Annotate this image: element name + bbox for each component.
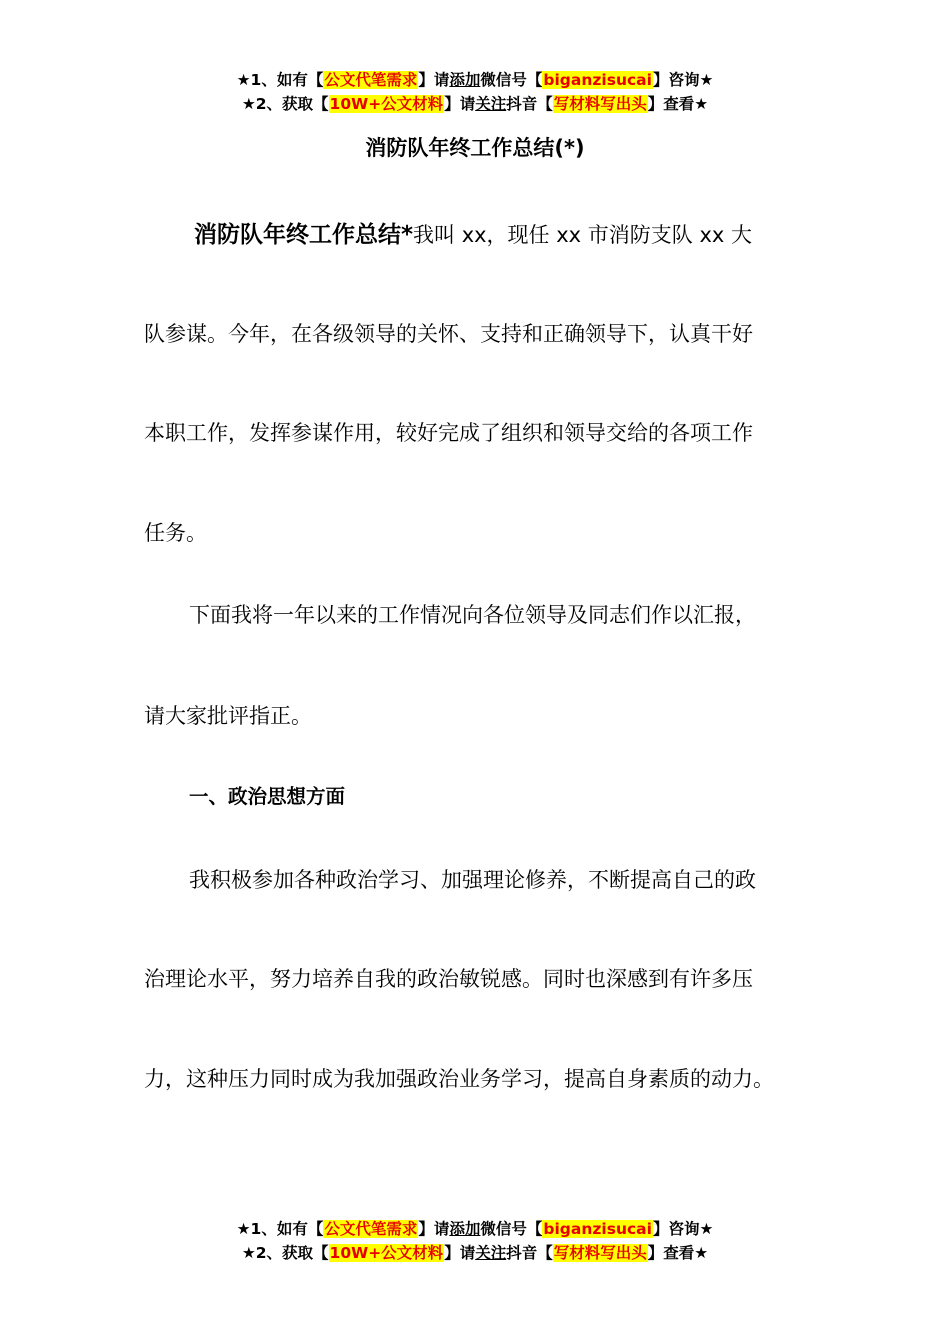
banner-text: 】请 [418, 1220, 450, 1238]
paragraph-line: 力，这种压力同时成为我加强政治业务学习，提高自身素质的动力。 [144, 1067, 774, 1091]
banner-text: 微信号【 [480, 71, 543, 89]
banner-text: 】查看★ [647, 1244, 709, 1262]
banner-text: 】咨询★ [652, 1220, 714, 1238]
banner-text: ★2、获取【 [241, 95, 329, 113]
banner-underlined: 关注 [475, 95, 507, 113]
banner-text: 微信号【 [480, 1220, 543, 1238]
banner-highlight: biganzisucai [543, 71, 652, 89]
paragraph-line: 我积极参加各种政治学习、加强理论修养，不断提高自己的政 [189, 868, 756, 892]
paragraph-text: 我叫 xx，现任 xx 市消防支队 xx 大 [413, 223, 752, 247]
banner-highlight: biganzisucai [543, 1220, 652, 1238]
banner-text: ★1、如有【 [236, 1220, 324, 1238]
banner-line-1 [0, 1217, 950, 1241]
footer-banner [0, 1217, 950, 1265]
banner-highlight: 公文代笔需求 [324, 1220, 418, 1238]
paragraph-line: 本职工作，发挥参谋作用，较好完成了组织和领导交给的各项工作 [144, 421, 753, 445]
paragraph-line: 任务。 [144, 521, 207, 545]
paragraph-line: 治理论水平，努力培养自我的政治敏锐感。同时也深感到有许多压 [144, 967, 753, 991]
banner-text: 抖音【 [506, 95, 553, 113]
banner-highlight: 写材料写出头 [553, 1244, 647, 1262]
banner-text: ★1、如有【 [236, 71, 324, 89]
paragraph-line: 队参谋。今年，在各级领导的关怀、支持和正确领导下，认真干好 [144, 322, 753, 346]
banner-text: 】请 [444, 1244, 476, 1262]
banner-underlined: 关注 [475, 1244, 507, 1262]
paragraph-line: 下面我将一年以来的工作情况向各位领导及同志们作以汇报， [189, 603, 756, 627]
banner-highlight: 写材料写出头 [553, 95, 647, 113]
banner-highlight: 公文代笔需求 [324, 71, 418, 89]
banner-text: 】请 [418, 71, 450, 89]
paragraph-line [194, 220, 874, 250]
banner-line-2 [0, 1241, 950, 1265]
document-title: 消防队年终工作总结(*) [365, 136, 585, 160]
banner-underlined: 添加 [449, 71, 481, 89]
banner-underlined: 添加 [449, 1220, 481, 1238]
banner-line-2 [0, 92, 950, 116]
banner-text: 】请 [444, 95, 476, 113]
lead-bold-text: 消防队年终工作总结* [194, 222, 414, 248]
banner-text: 抖音【 [506, 1244, 553, 1262]
banner-highlight: 10W+公文材料 [329, 95, 444, 113]
banner-text: 】查看★ [647, 95, 709, 113]
banner-text: ★2、获取【 [241, 1244, 329, 1262]
banner-highlight: 10W+公文材料 [329, 1244, 444, 1262]
banner-text: 】咨询★ [652, 71, 714, 89]
header-banner [0, 68, 950, 116]
banner-line-1 [0, 68, 950, 92]
paragraph-line: 请大家批评指正。 [144, 704, 312, 728]
section-heading: 一、政治思想方面 [189, 785, 346, 808]
